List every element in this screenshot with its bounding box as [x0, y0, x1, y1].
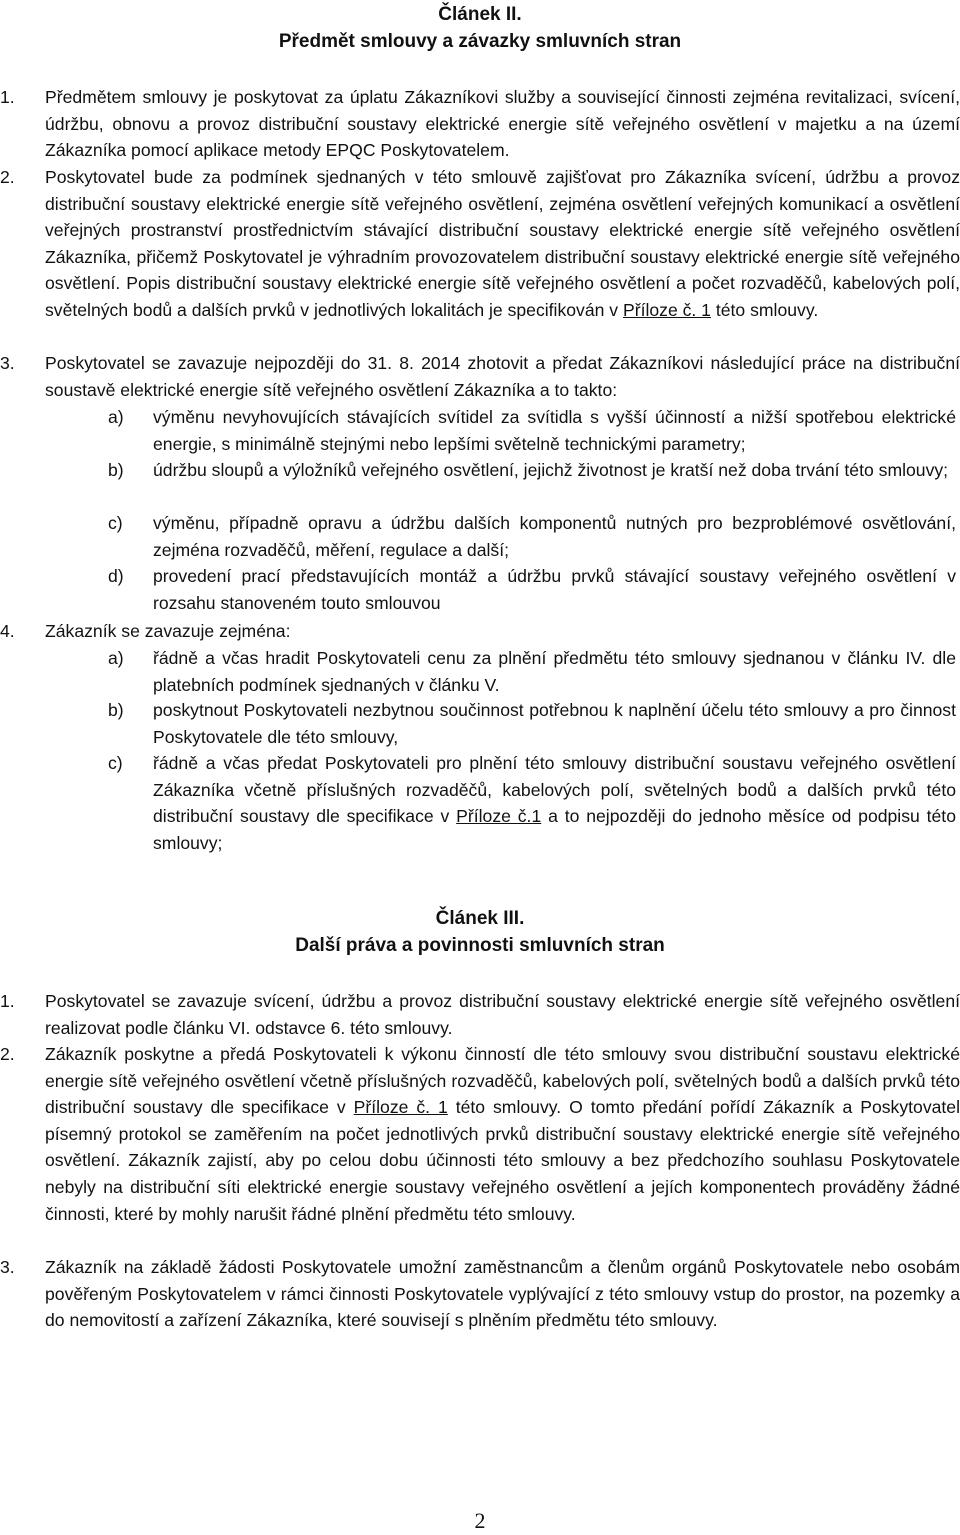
sub-text: výměnu nevyhovujících stávajících svítidel za svítidla s vyšší účinností a nižší spotřebou elektrické energie, s minimálně stejnými nebo lepšími světelně technickými parametry;: [153, 407, 956, 454]
sub-text: provedení prací představujících montáž a údržbu prvků stávající soustavy veřejného osvětlení v rozsahu stanoveném touto smlouvou: [153, 566, 956, 613]
item-text: Poskytovatel se zavazuje nejpozději do 31. 8. 2014 zhotovit a předat Zákazníkovi následující práce na distribuční soustavě elektrické energie sítě veřejného osvětlení Zákazníka a to takto:: [45, 353, 960, 400]
article-3-item-3: [0, 1254, 960, 1334]
item-text: Zákazník se zavazuje zejména:: [45, 621, 291, 641]
sub-label: d): [108, 566, 124, 586]
article-2-item-4-sub-a: [0, 645, 960, 698]
article-2-item-4-sub-b: [0, 697, 960, 750]
item-number: 1.: [0, 87, 15, 107]
item-text-part: Zákazník poskytne a předá Poskytovateli k výkonu činností dle této smlouvy svou distribuční soustavu elektrické energie sítě veřejného osvětlení včetně příslušných rozvaděčů, kabelových polí, světelných bodů a dalších prvků této distribuční soustavy dle specifikace v: [45, 1044, 960, 1118]
sub-label: b): [108, 460, 124, 480]
article-2-heading: [0, 1, 960, 55]
sub-text-part: a to nejpozději do jednoho měsíce od podpisu této smlouvy;: [153, 806, 956, 853]
article-2-item-3-sub-b: [0, 457, 960, 484]
sub-label: a): [108, 648, 124, 668]
sub-text-part: řádně a včas předat Poskytovateli pro plnění této smlouvy distribuční soustavu veřejného osvětlení Zákazníka včetně příslušných rozvaděčů, kabelových polí, světelných bodů a dalších prvků této distribuční soustavy dle specifikace v: [153, 753, 956, 827]
article-2-item-3-sub-a: [0, 404, 960, 457]
item-number: 1.: [0, 991, 15, 1011]
article-3-item-2: [0, 1041, 960, 1227]
annex-1-link[interactable]: Příloze č.1: [456, 806, 542, 827]
sub-text: řádně a včas hradit Poskytovateli cenu za plnění předmětu této smlouvy sjednanou v článku IV. dle platebních podmínek sjednaných v článku V.: [153, 648, 956, 695]
page-number: 2: [474, 1508, 486, 1533]
article-2-item-4: [0, 618, 960, 645]
article-2-item-3-sub-d: [0, 563, 960, 616]
article-2-title: Článek II.: [438, 4, 522, 25]
article-2-item-2: [0, 164, 960, 324]
item-number: 3.: [0, 1257, 15, 1277]
sub-label: a): [108, 407, 124, 427]
item-number: 2.: [0, 167, 15, 187]
item-text: Předmětem smlouvy je poskytovat za úplatu Zákazníkovi služby a související činnosti zejména revitalizaci, svícení, údržbu, obnovu a provoz distribuční soustavy elektrické energie sítě veřejného osvětlení v majetku a na území Zákazníka pomocí aplikace metody EPQC Poskytovatelem.: [45, 87, 960, 161]
item-number: 4.: [0, 621, 15, 641]
item-text: Zákazník na základě žádosti Poskytovatele umožní zaměstnancům a členům orgánů Poskytovatele nebo osobám pověřeným Poskytovatelem v rámci činnosti Poskytovatele vyplývající z této smlouvy vstup do prostor, na pozemky a do nemovitostí a zařízení Zákazníka, které souvisejí s plněním předmětu této smlouvy.: [45, 1257, 960, 1331]
item-text-part: této smlouvy.: [710, 299, 819, 320]
item-text: Poskytovatel se zavazuje svícení, údržbu a provoz distribuční soustavy elektrické energie sítě veřejného osvětlení realizovat podle článku VI. odstavce 6. této smlouvy.: [45, 991, 960, 1038]
article-2-item-3-sub-c: [0, 510, 960, 563]
sub-label: c): [108, 513, 123, 533]
item-text: [45, 1041, 960, 1227]
sub-text: [153, 750, 956, 856]
annex-1-link[interactable]: Příloze č. 1: [353, 1097, 448, 1118]
sub-label: b): [108, 700, 124, 720]
item-text: [45, 164, 960, 324]
item-number: 3.: [0, 353, 15, 373]
article-2-item-4-sub-c: [0, 750, 960, 856]
item-number: 2.: [0, 1044, 15, 1064]
article-3-item-1: [0, 988, 960, 1041]
annex-1-link[interactable]: Příloze č. 1: [622, 299, 711, 320]
sub-text: poskytnout Poskytovateli nezbytnou součinnost potřebnou k naplnění účelu této smlouvy a pro činnost Poskytovatele dle této smlouvy,: [153, 700, 956, 747]
item-text-part: Poskytovatel bude za podmínek sjednaných v této smlouvě zajišťovat pro Zákazníka svícení, údržbu a provoz distribuční soustavy elektrické energie sítě veřejného osvětlení, zejména osvětlení veřejných komunikací a osvětlení veřejných prostranství prostřednictvím stávající distribuční soustavy elektrické energie sítě veřejného osvětlení Zákazníka, přičemž Poskytovatel je výhradním provozovatelem distribuční soustavy elektrické energie sítě veřejného osvětlení. Popis distribuční soustavy elektrické energie sítě veřejného osvětlení a počet rozvaděčů, kabelových polí, světelných bodů a dalších prvků v jednotlivých lokalitách je specifikován v: [45, 167, 960, 320]
sub-label: c): [108, 753, 123, 773]
item-text-part: této smlouvy. O tomto předání pořídí Zákazník a Poskytovatel písemný protokol se zaměřením na počet jednotlivých prvků distribuční soustavy elektrické energie sítě veřejného osvětlení. Zákazník zajistí, aby po celou dobu účinnosti této smlouvy a bez předchozího souhlasu Poskytovatele nebyly na distribuční síti elektrické energie soustavy veřejného osvětlení a jejích komponentech prováděny žádné činnosti, které by mohly narušit řádné plnění předmětu této smlouvy.: [45, 1097, 960, 1224]
sub-text: údržbu sloupů a výložníků veřejného osvětlení, jejichž životnost je kratší než doba trvání této smlouvy;: [153, 460, 949, 480]
article-2-item-1: [0, 84, 960, 164]
sub-text: výměnu, případně opravu a údržbu dalších komponentů nutných pro bezproblémové osvětlování, zejména rozvaděčů, měření, regulace a další;: [153, 513, 956, 560]
article-3-title: Článek III.: [435, 908, 525, 929]
article-2-item-3: [0, 350, 960, 403]
article-2-subtitle: Předmět smlouvy a závazky smluvních stran: [278, 31, 682, 52]
article-3-subtitle: Další práva a povinnosti smluvních stran: [295, 935, 665, 956]
article-3-heading: [0, 905, 960, 959]
